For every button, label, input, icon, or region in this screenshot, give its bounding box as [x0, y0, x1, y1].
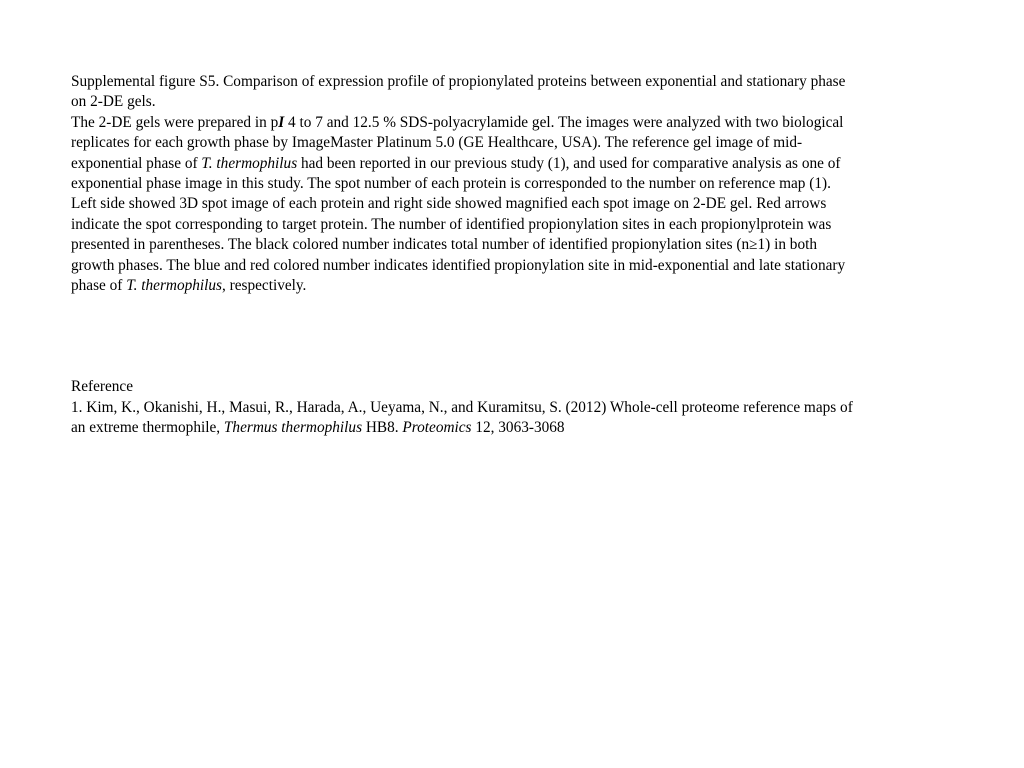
reference-section	[71, 377, 961, 438]
caption-text: The 2-DE gels were prepared in p	[71, 113, 279, 131]
caption-body-line-6: indicate the spot corresponding to target protein. The number of identified propionylation sites in each propionylprotein was	[71, 215, 832, 233]
reference-entry-line-2	[71, 418, 961, 438]
reference-entry-line-1: 1. Kim, K., Okanishi, H., Masui, R., Harada, A., Ueyama, N., and Kuramitsu, S. (2012) Whole-cell proteome reference maps of	[71, 398, 853, 416]
caption-title-line-1: Supplemental figure S5. Comparison of expression profile of propionylated proteins between exponential and stationary phase	[71, 73, 846, 90]
caption-body-line-7: presented in parentheses. The black colored number indicates total number of identified propionylation sites (n≥1) in both	[71, 236, 817, 254]
caption-title-line-2: on 2-DE gels.	[71, 93, 156, 111]
caption-body-line-9	[71, 276, 961, 296]
figure-caption	[71, 72, 961, 296]
caption-text: , respectively.	[222, 277, 307, 295]
reference-text: 12, 3063-3068	[471, 419, 565, 437]
reference-text: an extreme thermophile,	[71, 419, 224, 437]
caption-body-line-5: Left side showed 3D spot image of each protein and right side showed magnified each spot image on 2-DE gel. Red arrows	[71, 195, 827, 213]
caption-italic-text: I	[278, 113, 285, 131]
reference-heading: Reference	[71, 378, 133, 396]
species-name: Thermus thermophilus	[223, 419, 363, 437]
caption-text: exponential phase of	[71, 154, 202, 172]
caption-body-line-3	[71, 154, 961, 174]
reference-text: HB8.	[362, 419, 403, 437]
caption-body-line-2: replicates for each growth phase by ImageMaster Platinum 5.0 (GE Healthcare, USA). The reference gel image of mid-	[71, 134, 803, 152]
document-page	[71, 72, 961, 439]
caption-body-line-4: exponential phase image in this study. The spot number of each protein is corresponded to the number on reference map (1).	[71, 175, 831, 193]
caption-body-line-1	[71, 113, 961, 133]
species-name: T. thermophilus	[126, 277, 222, 295]
species-name: T. thermophilus	[201, 154, 298, 172]
caption-text: phase of	[71, 277, 127, 295]
journal-name: Proteomics	[402, 419, 472, 437]
caption-body-line-8: growth phases. The blue and red colored number indicates identified propionylation site in mid-exponential and late stationary	[71, 256, 846, 274]
caption-text: 4 to 7 and 12.5 % SDS-polyacrylamide gel. The images were analyzed with two biological	[284, 113, 844, 131]
caption-text: had been reported in our previous study (1), and used for comparative analysis as one of	[297, 154, 841, 172]
